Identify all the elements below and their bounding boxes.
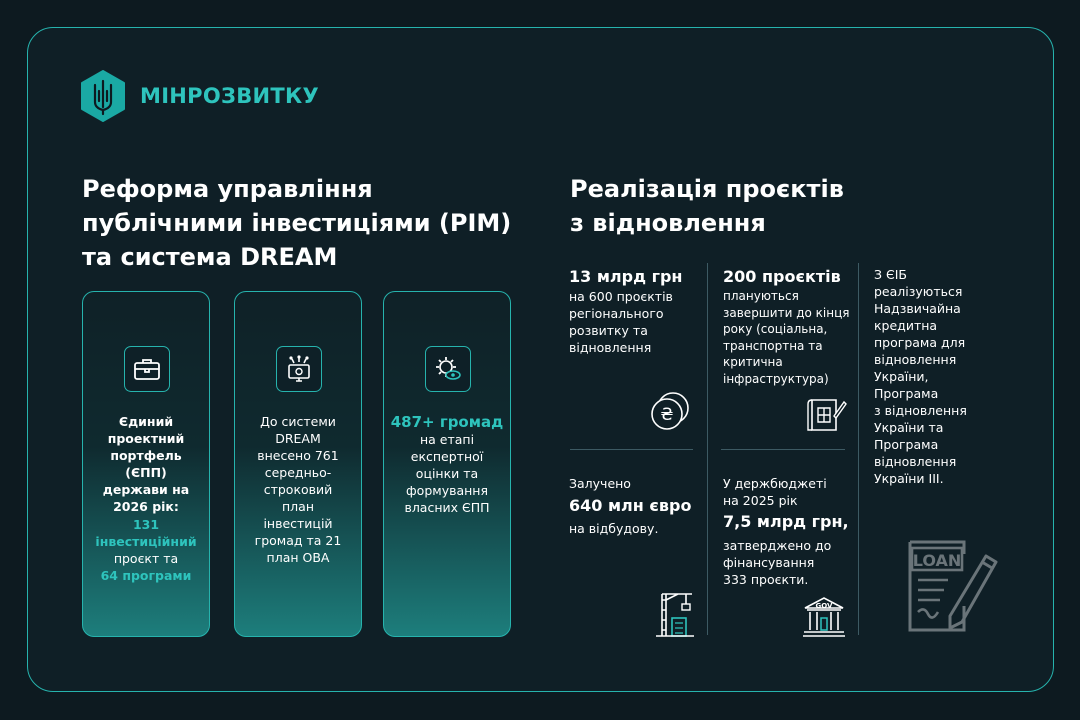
eib-programs-text: З ЄІБ реалізуються Надзвичайна кредитна програма для відновлення України, Програма з відновлення України та Програма відновлення України III. [874, 267, 967, 486]
card-text: 487+ громад на етапі експертної оцінки та формування власних ЄПП [390, 413, 504, 515]
title-line: Реалізація проєктів [570, 175, 844, 203]
trident-icon [80, 70, 126, 122]
divider [570, 449, 693, 450]
card-project-portfolio [82, 291, 210, 637]
stat-200-projects: 200 проєктів плануються завершити до кінця року (соціальна, транспортна та критична інфраструктура) [723, 267, 850, 386]
briefcase-icon [124, 346, 170, 392]
brand-logo [80, 70, 319, 122]
card-stats: 131 інвестиційний проєкт та 64 програми [95, 517, 197, 583]
svg-text:GOV: GOV [815, 602, 833, 610]
divider [858, 263, 859, 635]
gear-eye-icon [425, 346, 471, 392]
svg-text:LOAN: LOAN [912, 551, 962, 570]
divider [721, 449, 845, 450]
card-text: Єдиний проектний портфель (ЄПП) держави на 2026 рік: [102, 414, 190, 514]
title-line: з відновлення [570, 209, 766, 237]
crane-icon [654, 590, 696, 638]
brand-name: МІНРОЗВИТКУ [140, 84, 320, 108]
card-dream-system [234, 291, 362, 637]
stat-640-million: Залучено 640 млн євро на відбудову. [569, 476, 692, 536]
card-communities [383, 291, 511, 637]
divider [707, 263, 708, 635]
stat-7-5-billion: У держбюджеті на 2025 рік 7,5 млрд грн, затверджено до фінансування 333 проєкти. [723, 476, 849, 587]
loan-document-icon [900, 536, 1000, 636]
right-section-title [570, 172, 990, 240]
coins-icon [649, 388, 691, 434]
card-text: До системи DREAM внесено 761 середньо- строковий план інвестицій громад та 21 план ОВА [254, 414, 342, 565]
title-line: та система DREAM [82, 243, 338, 271]
blueprint-icon [806, 394, 848, 436]
title-line: публічними інвестиціями (PIM) [82, 209, 512, 237]
svg-text:₴: ₴ [660, 405, 674, 425]
title-line: Реформа управління [82, 175, 373, 203]
stat-13-billion: 13 млрд грн на 600 проєктів регіонального розвитку та відновлення [569, 267, 683, 355]
left-section-title [82, 172, 522, 274]
monitor-network-icon [276, 346, 322, 392]
government-building-icon [801, 596, 847, 638]
